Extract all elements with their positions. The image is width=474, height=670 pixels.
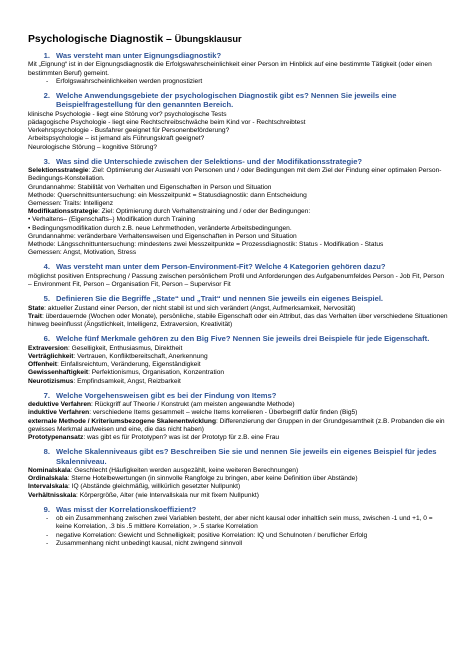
answer-line <box>28 184 448 192</box>
answer-text: Methode: Querschnittsuntersuchung: ein Messzeitpunkt = Statusdiagnostik: dann Entscheidung <box>28 191 307 199</box>
answer-line <box>28 233 448 241</box>
question-number: 2 . <box>28 91 56 110</box>
answer-text: : Ziel: Optimierung der Auswahl von Personen und / oder Bedingungen mit dem Ziel der Findung einer optimalen Person-Bedingungs-Konstellation. <box>28 167 442 183</box>
answer-text: Arbeitspsychologie – ist jemand als Führungskraft geeignet? <box>28 135 205 143</box>
answer-line <box>28 216 448 224</box>
answer-text: : Ziel: Optimierung durch Verhaltenstraining und / oder der Bedingungen: <box>97 208 311 216</box>
question-heading-5 <box>28 294 448 303</box>
question-heading-7 <box>28 391 448 400</box>
bullet-dash: - <box>46 531 49 539</box>
bullet-text: Erfolgswahrscheinlichkeiten werden prognostiziert <box>56 77 203 85</box>
answer-line <box>28 225 448 233</box>
answer-line <box>28 434 448 442</box>
document-title <box>28 34 448 45</box>
bullet-dash: - <box>46 77 49 85</box>
answer-line <box>28 361 448 369</box>
question-number: 1 . <box>28 51 56 60</box>
answer-text: : Empfindsamkeit, Angst, Reizbarkeit <box>73 377 181 385</box>
question-text: Welche Skalenniveaus gibt es? Beschreiben Sie sie und nennen Sie jeweils ein eigenes Beispiel für jedes Skalenniveau. <box>56 447 437 466</box>
answer-line <box>28 111 448 119</box>
answer-text: : Sterne Hotelbewertungen (in sinnvolle Rangfolge zu bringen, aber keine Definition über Abstände) <box>67 475 358 483</box>
question-heading-2 <box>28 91 448 110</box>
answer-text: • Verhaltens– (Eigenschafts–) Modifikation durch Training <box>28 216 196 224</box>
answer-text: • Bedingungsmodifikation durch z.B. neue Lehrmethoden, veränderte Arbeitsbedingungen. <box>28 224 292 232</box>
answer-line <box>28 369 448 377</box>
question-heading-6 <box>28 334 448 343</box>
answer-line <box>28 305 448 313</box>
answer-line <box>28 144 448 152</box>
bullet-text: negative Korrelation: Gewicht und Schnelligkeit; positive Korrelation: IQ und Schulnoten / beruflicher Erfolg <box>56 531 368 539</box>
answer-line <box>28 135 448 143</box>
answer-line <box>28 492 448 500</box>
question-text: Welche fünf Merkmale gehören zu den Big Five? Nennen Sie jeweils drei Beispiele für jede Eigenschaft. <box>56 334 430 344</box>
answer-line <box>28 483 448 491</box>
answer-text: Grundannahme: Stabilität von Verhalten und Eigenschaften in Person und Situation <box>28 183 272 191</box>
answer-term: Extraversion <box>28 344 68 352</box>
question-heading-9 <box>28 505 448 514</box>
question-number: 6 . <box>28 334 56 343</box>
answer-text: Neurologische Störung – kognitive Störung? <box>28 143 158 151</box>
bullet-dash: - <box>46 539 49 547</box>
question-number: 4 . <box>28 262 56 271</box>
answer-line <box>28 241 448 249</box>
answer-term: Offenheit <box>28 361 57 369</box>
bullet-dash: - <box>46 515 49 523</box>
answer-line <box>28 249 448 257</box>
answer-term: Neurotizismus <box>28 377 74 385</box>
question-heading-4 <box>28 262 448 271</box>
answer-text: : Einfallsreichtum, Veränderung, Eigenständigkeit <box>56 361 201 369</box>
answer-text: : Differenzierung der Gruppen in der Grundgesamtheit (z.B. Probanden die ein gewisses Merkmal aufweisen und eine, die das nicht haben) <box>28 417 445 433</box>
answer-text: : Körpergröße, Alter (wie Intervallskala nur mit fixem Nullpunkt) <box>76 491 259 499</box>
answer-line <box>28 353 448 361</box>
answer-text: Gemessen: Traits: Intelligenz <box>28 200 114 208</box>
answer-text: : Rückgriff auf Theorie / Konstrukt (am meisten angewandte Methode) <box>91 401 295 409</box>
bullet-text: ob ein Zusammenhang zwischen zwei Variablen besteht, der aber nicht kausal oder inhaltlich sein muss, zwischen -1 und +1, 0 = keine Korrelation, .3 bis .5 mittlere Korrelation, > .5 starke Korrelation <box>56 515 433 531</box>
question-text: Definieren Sie die Begriffe „State“ und „Trait“ und nennen Sie jeweils ein eigenes Beispiel. <box>56 294 384 304</box>
question-heading-1 <box>28 51 448 60</box>
question-text: Welche Anwendungsgebiete der psychologischen Diagnostik gibt es? Nennen Sie jeweils eine Beispielfragestellung für den genannten Bereich. <box>56 91 397 110</box>
question-number: 3 . <box>28 157 56 166</box>
answer-bullet <box>28 532 448 540</box>
question-number: 9 . <box>28 505 56 514</box>
answer-term: Modifikationsstrategie <box>28 208 98 216</box>
question-text: Welche Vorgehensweisen gibt es bei der Findung von Items? <box>56 390 277 400</box>
bullet-text: Zusammenhang nicht unbedingt kausal, nicht zwingend sinnvoll <box>56 539 243 547</box>
answer-line <box>28 167 448 183</box>
question-number: 7 . <box>28 391 56 400</box>
answer-term: Verträglichkeit <box>28 352 74 360</box>
answer-term: deduktive Verfahren <box>28 401 92 409</box>
answer-text: Grundannahme: veränderbare Verhaltensweisen und Eigenschaften in Person und Situation <box>28 232 297 240</box>
answer-term: Selektionsstrategie <box>28 167 89 175</box>
answer-line <box>28 200 448 208</box>
question-heading-3 <box>28 157 448 166</box>
answer-term: State <box>28 304 45 312</box>
answer-line <box>28 273 448 289</box>
answer-term: Prototypenansatz <box>28 433 84 441</box>
answer-text: pädagogische Psychologie - liegt eine Rechtschreibschwäche beim Kind vor - Rechtschreibtest <box>28 119 306 127</box>
question-text: Was misst der Korrelationskoeffizient? <box>56 504 197 514</box>
question-number: 8 . <box>28 447 56 466</box>
answer-text: : Perfektionismus, Organisation, Konzentration <box>88 369 225 377</box>
answer-line <box>28 418 448 434</box>
answer-line <box>28 127 448 135</box>
answer-line <box>28 409 448 417</box>
answer-bullet <box>28 540 448 548</box>
answer-line <box>28 192 448 200</box>
answer-text: : IQ (Abstände gleichmäßig, willkürlich gesetzter Nullpunkt) <box>67 483 241 491</box>
answer-term: induktive Verfahren <box>28 409 90 417</box>
answer-line <box>28 475 448 483</box>
answer-term: Intervalskala <box>28 483 68 491</box>
answer-line <box>28 208 448 216</box>
answer-term: Ordinalskala <box>28 475 68 483</box>
answer-line <box>28 378 448 386</box>
question-text: Was sind die Unterschiede zwischen der Selektions- und der Modifikationsstrategie? <box>56 156 363 166</box>
title-sub: Übungsklausur <box>174 34 242 44</box>
answer-term: externale Methode / Kriteriumsbezogene Skalenentwicklung <box>28 417 216 425</box>
answer-term: Trait <box>28 312 42 320</box>
answer-line <box>28 345 448 353</box>
answer-term: Nominalskala <box>28 466 71 474</box>
question-number: 5 . <box>28 294 56 303</box>
answer-bullet <box>28 515 448 531</box>
question-text: Was versteht man unter Eignungsdiagnostik? <box>56 51 222 60</box>
answer-term: Verhältnisskala <box>28 491 77 499</box>
answer-text: : Geselligkeit, Enthusiasmus, Direktheit <box>67 344 183 352</box>
question-heading-8 <box>28 447 448 466</box>
answer-text: Gemessen: Angst, Motivation, Stress <box>28 249 137 257</box>
answer-text: : aktueller Zustand einer Person, der nicht stabil ist und sich verändert (Angst, Aufmerksamkeit, Nervosität) <box>44 304 356 312</box>
answer-text: : was gibt es für Prototypen? was ist der Prototyp für z.B. eine Frau <box>83 433 280 441</box>
answer-term: Gewissenhaftigkeit <box>28 369 89 377</box>
title-main: Psychologische Diagnostik – <box>28 34 172 45</box>
answer-text: : Geschlecht (Häufigkeiten werden ausgezählt, keine weiteren Berechnungen) <box>70 466 299 474</box>
answer-text: Methode: Längsschnittuntersuchung: mindestens zwei Messzeitpunkte = Prozessdiagnostik: Status - Modifikation - Status <box>28 241 384 249</box>
answer-text: : überdauernde (Wochen oder Monate), persönliche, stabile Eigenschaft oder ein Attribut, das das Verhalten über verschiedene Situationen hinweg beeinflusst (Ängstlichkeit, Intelligenz, Extraversion, Kreativität) <box>28 312 448 329</box>
answer-text: möglichst positiven Entsprechung / Passung zwischen persönlichem Profil und Anforderungen des Aufgabenumfeldes Person - Job Fit, Person – Environment Fit, Person – Organisation Fit, Person – Supervisor Fit <box>28 272 445 289</box>
answer-text: klinische Psychologie - liegt eine Störung vor? psychologische Tests <box>28 110 227 118</box>
answer-text: Verkehrspsychologie - Busfahrer geeignet für Personenbeförderung? <box>28 127 230 135</box>
question-list <box>28 51 448 548</box>
question-text: Was versteht man unter dem Person-Environment-Fit? Welche 4 Kategorien gehören dazu? <box>56 262 386 272</box>
answer-line <box>28 467 448 475</box>
answer-line <box>28 313 448 329</box>
answer-text: : verschiedene Items gesammelt – welche Items korrelieren - Überbegriff dafür finden (Big5) <box>89 409 358 417</box>
answer-bullet <box>28 78 448 86</box>
answer-line <box>28 119 448 127</box>
answer-text: : Vertrauen, Konfliktbereitschaft, Anerkennung <box>73 352 208 360</box>
answer-line <box>28 61 448 77</box>
answer-text: Mit „Eignung“ ist in der Eignungsdiagnostik die Erfolgswahrscheinlichkeit einer Person im Hinblick auf eine bestimmte Tätigkeit (oder einen bestimmten Beruf) gemeint. <box>28 61 432 77</box>
